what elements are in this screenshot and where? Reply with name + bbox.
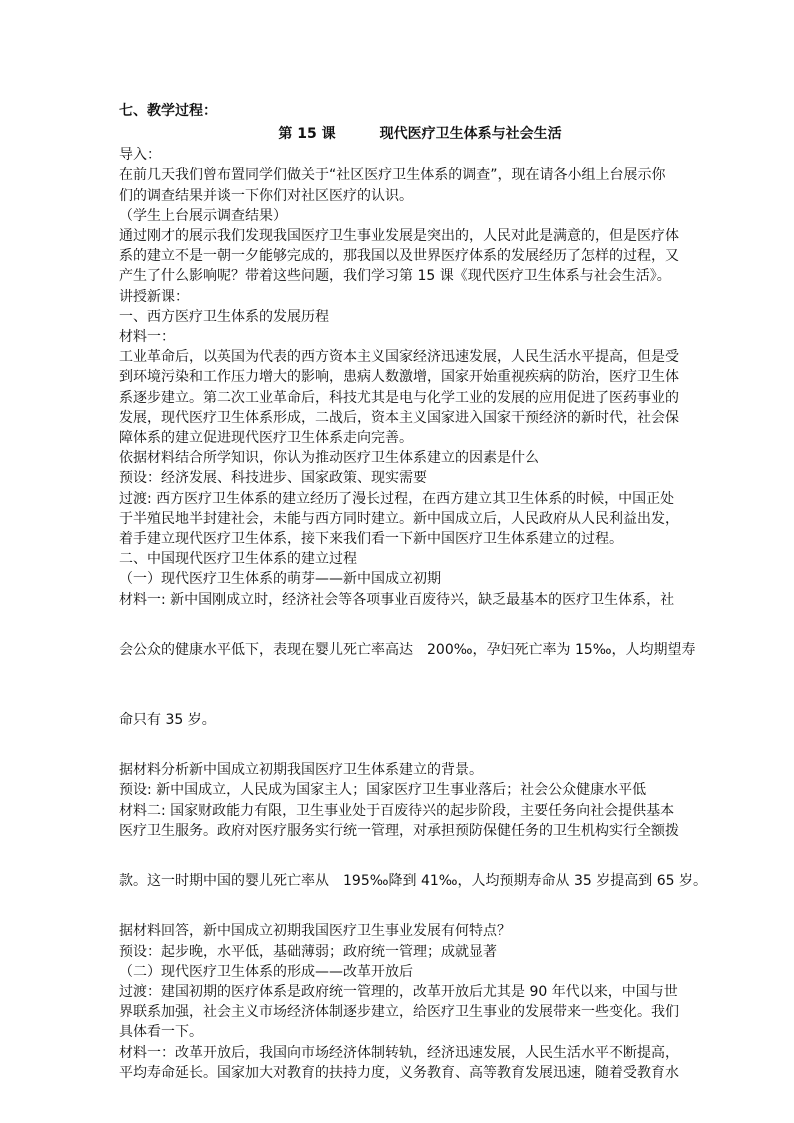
text-line: 预设：经济发展、科技进步、国家政策、现实需要: [119, 470, 427, 487]
text-line: 于半殖民地半封建社会，未能与西方同时建立。新中国成立后，人民政府从人民利益出发，: [119, 510, 679, 527]
text-line: （学生上台展示调查结果）: [119, 207, 287, 224]
text-line: 过渡：建国初期的医疗体系是政府统一管理的，改革开放后尤其是 90 年代以来，中国与世: [119, 983, 678, 1000]
paragraph-block-d: [119, 760, 681, 841]
text-line: 一、西方医疗卫生体系的发展历程: [119, 308, 329, 325]
paragraph-block-f: [119, 921, 681, 1083]
text-line: 材料一：: [119, 329, 175, 346]
text-line: 二、中国现代医疗卫生体系的建立过程: [119, 551, 357, 568]
text-line: 具体看一下。: [119, 1024, 203, 1041]
text-line: 发展，现代医疗卫生体系形成，二战后，资本主义国家进入国家干预经济的新时代，社会保: [119, 409, 679, 426]
text-line: 工业革命后，以英国为代表的西方资本主义国家经济迅速发展，人民生活水平提高，但是受: [119, 349, 679, 366]
text-line: 导入：: [119, 147, 161, 164]
text-line: 系逐步建立。第二次工业革命后，科技尤其是电与化学工业的发展的应用促进了医药事业的: [119, 389, 679, 406]
text-line: （二）现代医疗卫生体系的形成——改革开放后: [119, 963, 413, 980]
text-line: 讲授新课：: [119, 288, 189, 305]
section-heading: 七、教学过程：: [119, 103, 217, 119]
text-line: 界联系加强，社会主义市场经济体制逐步建立，给医疗卫生事业的发展带来一些变化。我们: [119, 1004, 679, 1021]
text-line: 通过刚才的展示我们发现我国医疗卫生事业发展是突出的，人民对此是满意的，但是医疗体: [119, 228, 679, 245]
paragraph-block-a: [119, 145, 681, 610]
text-line: 据材料回答，新中国成立初期我国医疗卫生事业发展有何特点？: [119, 923, 511, 940]
text-line: 到环境污染和工作压力增大的影响，患病人数激增，国家开始重视疾病的防治，医疗卫生体: [119, 369, 679, 386]
text-line: 依据材料结合所学知识，你认为推动医疗卫生体系建立的因素是什么: [119, 450, 539, 467]
text-line: 障体系的建立促进现代医疗卫生体系走向完善。: [119, 430, 413, 447]
text-line: 预设: 新中国成立，人民成为国家主人；国家医疗卫生事业落后；社会公众健康水平低: [119, 782, 647, 799]
text-line: 着手建立现代医疗卫生体系，接下来我们看一下新中国医疗卫生体系建立的过程。: [119, 531, 623, 548]
text-line: 过渡: 西方医疗卫生体系的建立经历了漫长过程，在西方建立其卫生体系的时候，中国正处: [119, 490, 675, 507]
text-line: 材料一: 新中国刚成立时，经济社会等各项事业百废待兴，缺乏最基本的医疗卫生体系，社: [119, 591, 675, 608]
text-line: 材料二: 国家财政能力有限，卫生事业处于百废待兴的起步阶段，主要任务向社会提供基本: [119, 802, 675, 819]
text-line: 据材料分析新中国成立初期我国医疗卫生体系建立的背景。: [119, 762, 483, 779]
paragraph-line-mixed-1: 会公众的健康水平低下，表现在婴儿死亡率高达 200‰，孕妇死亡率为 15‰，人均期望寿: [119, 641, 696, 658]
text-line: 材料一：改革开放后，我国向市场经济体制转轨，经济迅速发展，人民生活水平不断提高，: [119, 1044, 679, 1061]
paragraph-line-mixed-3: 款。这一时期中国的婴儿死亡率从 195‰降到 41‰，人均预期寿命从 35 岁提高到 65 岁。: [119, 873, 707, 890]
text-line: 系的建立不是一朝一夕能够完成的，那我国以及世界医疗体系的发展经历了怎样的过程，又: [119, 248, 679, 265]
text-line: （一）现代医疗卫生体系的萌芽——新中国成立初期: [119, 571, 441, 588]
text-line: 产生了什么影响呢？带着这些问题，我们学习第 15 课《现代医疗卫生体系与社会生活》。: [119, 268, 671, 285]
lesson-number: 第 15 课: [278, 126, 336, 143]
text-line: 在前几天我们曾布置同学们做关于“社区医疗卫生体系的调查”，现在请各小组上台展示你: [119, 167, 666, 184]
text-line: 医疗卫生服务。政府对医疗服务实行统一管理，对承担预防保健任务的卫生机构实行全额拨: [119, 822, 679, 839]
text-line: 预设：起步晚，水平低，基础薄弱；政府统一管理；成就显著: [119, 943, 497, 960]
document-body: [119, 101, 707, 1083]
text-line: 平均寿命延长。国家加大对教育的扶持力度，义务教育、高等教育发展迅速，随着受教育水: [119, 1064, 679, 1081]
paragraph-line-mixed-2: 命只有 35 岁。: [119, 712, 216, 729]
lesson-title: [139, 123, 701, 145]
lesson-name: 现代医疗卫生体系与社会生活: [379, 126, 562, 143]
text-line: 们的调查结果并谈一下你们对社区医疗的认识。: [119, 187, 413, 204]
